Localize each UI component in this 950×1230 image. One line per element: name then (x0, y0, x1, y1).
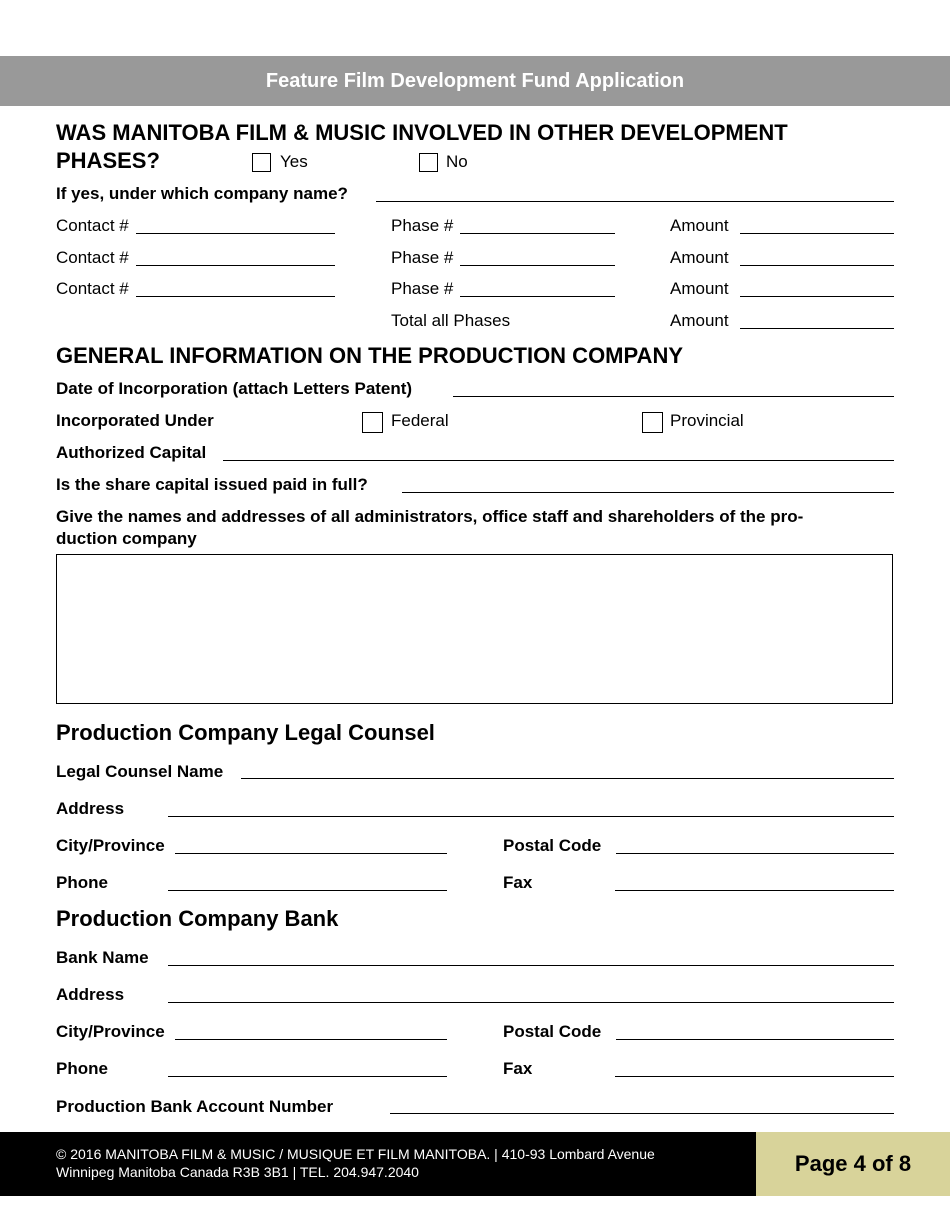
yes-checkbox[interactable] (252, 153, 271, 172)
total-amount-label: Amount (670, 311, 729, 330)
contact-field-3[interactable] (136, 296, 335, 297)
footer (0, 1132, 756, 1196)
bank-phone-field[interactable] (168, 1076, 447, 1077)
form-title: Feature Film Development Fund Application (265, 69, 685, 92)
phase-label-2: Phase # (391, 248, 454, 267)
legal-counsel-name-label: Legal Counsel Name (56, 762, 224, 781)
page-number: Page 4 of 8 (794, 1151, 912, 1176)
dev-phases-question-line1: WAS MANITOBA FILM & MUSIC INVOLVED IN OTHER DEVELOPMENT (56, 120, 788, 145)
amount-field-3[interactable] (740, 296, 894, 297)
bank-fax-field[interactable] (615, 1076, 894, 1077)
amount-label-3: Amount (670, 279, 729, 298)
bank-fax-label: Fax (503, 1059, 533, 1078)
authorized-capital-field[interactable] (223, 460, 894, 461)
legal-counsel-name-field[interactable] (241, 778, 894, 779)
company-name-field[interactable] (376, 201, 894, 202)
bank-name-label: Bank Name (56, 948, 149, 967)
yes-label: Yes (280, 152, 308, 171)
bank-account-label: Production Bank Account Number (56, 1097, 334, 1116)
legal-counsel-heading: Production Company Legal Counsel (56, 720, 435, 745)
page-indicator (756, 1132, 950, 1196)
phase-field-3[interactable] (460, 296, 615, 297)
contact-field-2[interactable] (136, 265, 335, 266)
bank-address-label: Address (56, 985, 125, 1004)
no-label: No (446, 152, 468, 171)
bank-name-field[interactable] (168, 965, 894, 966)
amount-field-1[interactable] (740, 233, 894, 234)
legal-fax-label: Fax (503, 873, 533, 892)
legal-address-field[interactable] (168, 816, 894, 817)
bank-phone-label: Phone (56, 1059, 108, 1078)
legal-fax-field[interactable] (615, 890, 894, 891)
names-addresses-label-line1: Give the names and addresses of all administrators, office staff and shareholders of the pro- (56, 507, 804, 526)
amount-label-1: Amount (670, 216, 729, 235)
authorized-capital-label: Authorized Capital (56, 443, 207, 462)
amount-field-2[interactable] (740, 265, 894, 266)
legal-address-label: Address (56, 799, 125, 818)
contact-label-3: Contact # (56, 279, 129, 298)
names-addresses-label-line2: duction company (56, 529, 197, 548)
phase-label-1: Phase # (391, 216, 454, 235)
company-name-label: If yes, under which company name? (56, 184, 348, 203)
footer-line1: © 2016 MANITOBA FILM & MUSIC / MUSIQUE ET FILM MANITOBA. | 410-93 Lombard Avenue (56, 1146, 655, 1162)
bank-city-field[interactable] (175, 1039, 447, 1040)
incorporated-under-label: Incorporated Under (56, 411, 214, 430)
phase-field-2[interactable] (460, 265, 615, 266)
names-addresses-textarea[interactable] (56, 554, 893, 704)
share-capital-field[interactable] (402, 492, 894, 493)
dev-phases-question-line2: PHASES? (56, 148, 160, 173)
form-title-banner (0, 56, 950, 106)
footer-line2: Winnipeg Manitoba Canada R3B 3B1 | TEL. 204.947.2040 (56, 1164, 419, 1180)
bank-postal-label: Postal Code (503, 1022, 602, 1041)
contact-label-1: Contact # (56, 216, 129, 235)
no-checkbox[interactable] (419, 153, 438, 172)
total-amount-field[interactable] (740, 328, 894, 329)
legal-phone-field[interactable] (168, 890, 447, 891)
bank-postal-field[interactable] (616, 1039, 894, 1040)
legal-postal-label: Postal Code (503, 836, 602, 855)
contact-label-2: Contact # (56, 248, 129, 267)
bank-account-field[interactable] (390, 1113, 894, 1114)
phase-label-3: Phase # (391, 279, 454, 298)
legal-phone-label: Phone (56, 873, 108, 892)
share-capital-label: Is the share capital issued paid in full? (56, 475, 368, 494)
phase-field-1[interactable] (460, 233, 615, 234)
legal-city-field[interactable] (175, 853, 447, 854)
amount-label-2: Amount (670, 248, 729, 267)
bank-heading: Production Company Bank (56, 906, 339, 931)
provincial-label: Provincial (670, 411, 744, 430)
bank-address-field[interactable] (168, 1002, 894, 1003)
federal-label: Federal (391, 411, 449, 430)
federal-checkbox[interactable] (362, 412, 383, 433)
incorporation-date-field[interactable] (453, 396, 894, 397)
provincial-checkbox[interactable] (642, 412, 663, 433)
legal-city-label: City/Province (56, 836, 165, 855)
contact-field-1[interactable] (136, 233, 335, 234)
footer-text (56, 1145, 655, 1181)
bank-city-label: City/Province (56, 1022, 165, 1041)
incorporation-date-label: Date of Incorporation (attach Letters Patent) (56, 379, 413, 398)
legal-postal-field[interactable] (616, 853, 894, 854)
general-info-heading: GENERAL INFORMATION ON THE PRODUCTION COMPANY (56, 343, 683, 368)
total-phases-label: Total all Phases (391, 311, 511, 330)
